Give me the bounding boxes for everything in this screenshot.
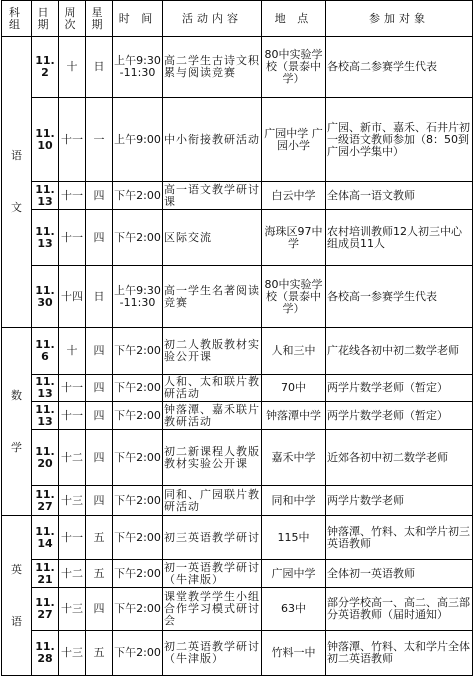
date-cell: 11.13	[32, 375, 59, 402]
subject-label: 英 语	[11, 562, 22, 628]
week-cell: 十二	[59, 430, 86, 486]
audience-cell: 各校高一参赛学生代表	[326, 266, 473, 328]
audience-cell: 两学片数学老师（暂定）	[326, 375, 473, 402]
place-cell: 70中	[262, 375, 326, 402]
activity-cell: 钟落潭、嘉禾联片教研活动	[164, 402, 260, 428]
audience-cell: 近郊各初中初二数学老师	[326, 430, 473, 486]
day-cell: 四	[86, 486, 113, 516]
time-cell: 下午2:00	[113, 588, 163, 631]
date-cell: 11.21	[32, 560, 59, 588]
date-cell: 11.27	[32, 588, 59, 631]
audience-cell: 广花线各初中初二数学老师	[326, 328, 473, 375]
audience-cell: 钟落潭、竹料、太和学片全体初二英语教师	[326, 631, 473, 676]
week-cell: 十二	[59, 560, 86, 588]
day-cell: 四	[86, 328, 113, 375]
subject-label: 语 文	[11, 149, 22, 214]
time-cell: 下午2:00	[113, 560, 163, 588]
place-cell: 竹料一中	[262, 631, 326, 676]
day-cell: 四	[86, 182, 113, 210]
place-cell: 同和中学	[262, 486, 326, 516]
day-cell: 四	[86, 210, 113, 266]
day-cell: 四	[86, 375, 113, 402]
date-cell: 11.28	[32, 631, 59, 676]
time-cell: 上午9:30-11:30	[113, 266, 163, 328]
audience-cell: 各校高二参赛学生代表	[326, 37, 473, 98]
subject-cell	[2, 516, 32, 676]
place-cell: 115中	[262, 516, 326, 560]
day-cell: 五	[86, 560, 113, 588]
subject-label: 数 学	[11, 388, 22, 454]
audience-cell: 两学片数学老师（暂定）	[326, 402, 473, 430]
activity-cell: 人和、太和联片教研活动	[164, 375, 260, 400]
week-cell: 十一	[59, 516, 86, 560]
day-cell: 四	[86, 430, 113, 486]
place-cell: 人和三中	[262, 328, 326, 375]
table-row	[2, 588, 473, 631]
audience-cell: 全体初一英语教师	[326, 560, 473, 588]
place-cell: 63中	[262, 588, 326, 631]
table-row	[2, 182, 473, 210]
activity-cell: 初二英语教学研讨（牛津版）	[163, 631, 262, 676]
activity-cell: 高一学生名著阅读竞赛	[163, 266, 262, 328]
header-place: 地 点	[262, 1, 326, 37]
week-cell: 十一	[59, 182, 86, 210]
day-cell: 一	[86, 98, 113, 182]
header-row	[2, 1, 473, 37]
place-cell: 白云中学	[262, 182, 326, 210]
day-cell: 四	[86, 588, 113, 631]
time-cell: 下午2:00	[113, 182, 163, 210]
place-cell: 嘉禾中学	[262, 430, 326, 486]
day-cell: 五	[86, 516, 113, 560]
date-cell: 11.30	[32, 266, 59, 328]
day-cell: 四	[86, 402, 113, 430]
week-cell: 十三	[59, 631, 86, 676]
date-cell: 11.14	[32, 516, 59, 560]
week-cell: 十一	[59, 402, 86, 430]
place-cell: 80中实验学校（景泰中学）	[262, 266, 326, 328]
date-cell: 11.13	[32, 210, 59, 266]
audience-cell: 钟落潭、竹料、太和学片初三英语教师	[326, 516, 473, 560]
activity-cell: 高二学生古诗文积累与阅读竞赛	[163, 37, 262, 98]
week-cell: 十四	[59, 266, 86, 328]
place-cell: 海珠区97中学	[262, 210, 326, 266]
table-row	[2, 631, 473, 676]
audience-cell: 部分学校高一、高二、高三部分英语教师（届时通知）	[326, 588, 473, 631]
date-cell: 11.13	[32, 402, 59, 430]
table-row	[2, 516, 473, 560]
table-row	[2, 486, 473, 516]
table-row	[2, 375, 473, 402]
activity-cell: 中小衔接教研活动	[163, 98, 262, 182]
table-row	[2, 266, 473, 328]
table-row	[2, 402, 473, 430]
audience-cell: 两学片数学老师	[326, 486, 473, 516]
time-cell: 下午2:00	[113, 210, 163, 266]
time-cell: 下午2:00	[113, 402, 163, 430]
table-row	[2, 328, 473, 375]
date-cell: 11.20	[32, 430, 59, 486]
date-cell: 11.10	[32, 98, 59, 182]
date-cell: 11.27	[32, 486, 59, 516]
day-cell: 日	[86, 37, 113, 98]
time-cell: 下午2:00	[113, 328, 163, 375]
week-cell: 十一	[59, 375, 86, 402]
header-subject: 科组	[2, 1, 32, 37]
activity-cell: 初二新课程人教版教材实验公开课	[163, 430, 262, 486]
activity-cell: 初二人教版教材实验公开课	[163, 328, 262, 375]
activity-cell: 区际交流	[163, 210, 262, 266]
table-row	[2, 98, 473, 182]
audience-cell: 广园、新市、嘉禾、石井片初一级语文教师参加（8：50到广园小学集中）	[326, 98, 473, 182]
time-cell: 下午2:00	[113, 631, 163, 676]
table-row	[2, 560, 473, 588]
header-time: 时 间	[113, 1, 163, 37]
table-row	[2, 37, 473, 98]
place-cell: 广园中学	[262, 560, 326, 588]
week-cell: 十	[59, 37, 86, 98]
place-cell: 钟落潭中学	[262, 402, 326, 430]
header-week: 周次	[59, 1, 86, 37]
schedule-sheet	[1, 0, 472, 676]
time-cell: 下午2:00	[113, 516, 163, 560]
audience-cell: 全体高一语文教师	[326, 182, 473, 210]
table-row	[2, 430, 473, 486]
place-cell: 广园中学 广园小学	[262, 98, 326, 182]
activity-cell: 初三英语教学研讨	[163, 516, 262, 560]
week-cell: 十一	[59, 210, 86, 266]
activity-cell: 高一语文教学研讨课	[164, 182, 260, 208]
subject-cell	[2, 37, 32, 328]
time-cell: 下午2:00	[113, 375, 163, 402]
activity-cell: 课堂教学学生小组合作学习模式研讨会	[163, 588, 262, 631]
week-cell: 十	[59, 328, 86, 375]
date-cell: 11.6	[32, 328, 59, 375]
header-activity: 活动内容	[163, 1, 262, 37]
activity-cell: 初一英语教学研讨（牛津版）	[164, 560, 260, 586]
activity-cell: 同和、广园联片教研活动	[163, 486, 262, 516]
date-cell: 11.2	[32, 37, 59, 98]
week-cell: 十三	[59, 588, 86, 631]
week-cell: 十一	[59, 98, 86, 182]
table-row	[2, 210, 473, 266]
schedule-body	[2, 37, 473, 676]
audience-cell: 农村培训教师12人初三中心组成员11人	[326, 210, 473, 266]
day-cell: 五	[86, 631, 113, 676]
time-cell: 上午9:30-11:30	[113, 37, 163, 98]
time-cell: 下午2:00	[113, 430, 163, 486]
time-cell: 下午2:00	[113, 486, 163, 516]
place-cell: 80中实验学校（景泰中学）	[262, 37, 326, 98]
header-day: 星期	[86, 1, 113, 37]
header-date: 日期	[32, 1, 59, 37]
date-cell: 11.13	[32, 182, 59, 210]
day-cell: 日	[86, 266, 113, 328]
schedule-table	[1, 0, 473, 676]
time-cell: 上午9:00	[113, 98, 163, 182]
subject-cell	[2, 328, 32, 516]
week-cell: 十三	[59, 486, 86, 516]
header-audience: 参加对象	[326, 1, 473, 37]
